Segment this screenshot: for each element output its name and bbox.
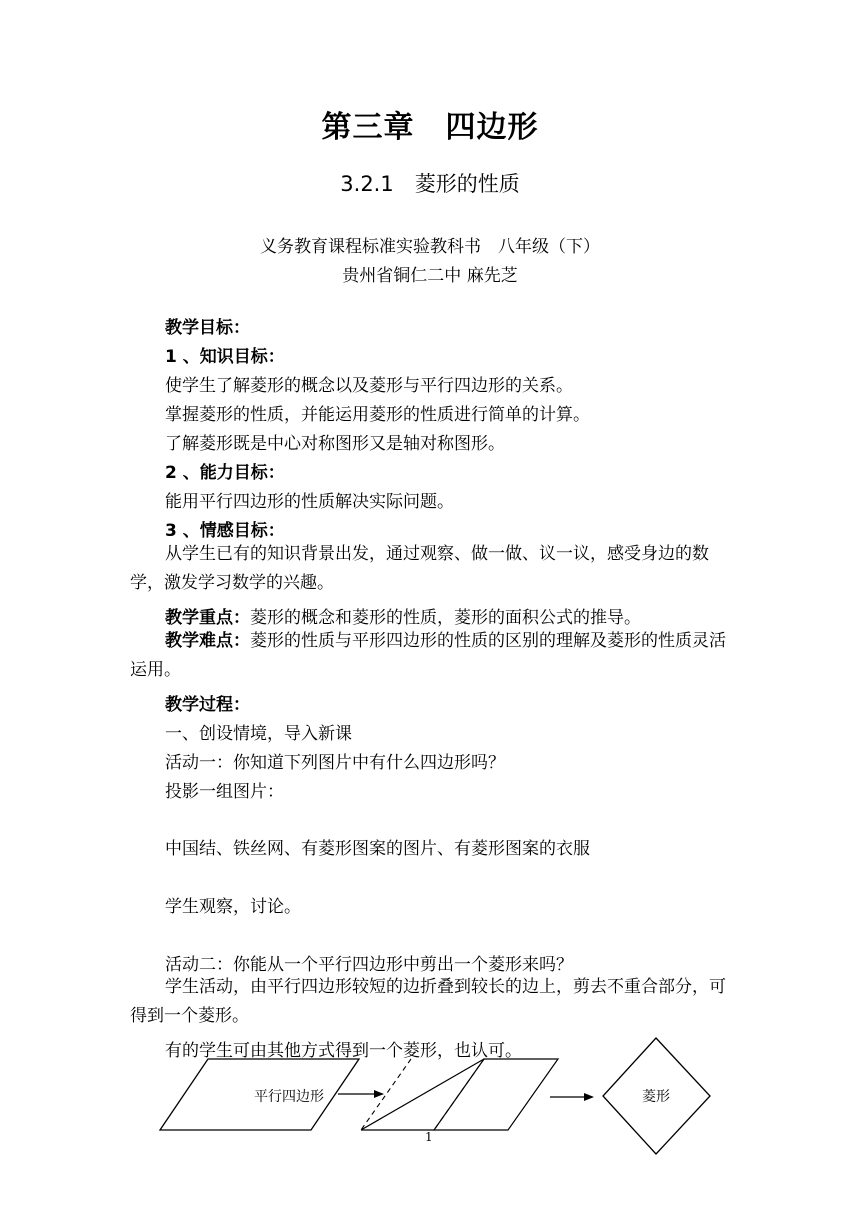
ability-item-1: 能用平行四边形的性质解决实际问题。	[165, 492, 454, 512]
projection: 投影一组图片：	[165, 782, 284, 802]
section-title: 3.2.1 菱形的性质	[340, 172, 520, 196]
difficulty-label: 教学难点：	[165, 631, 250, 651]
difficulty-text: 菱形的性质与平形四边形的性质的区别的理解及菱形的性质灵活运用。	[130, 631, 726, 680]
arrow-head-2	[584, 1093, 594, 1101]
chapter-title: 第三章 四边形	[321, 110, 539, 145]
emotion-text: 从学生已有的知识背景出发，通过观察、做一做、议一议，感受身边的数学，激发学习数学的兴趣。	[130, 544, 709, 593]
student-activity: 学生活动，由平行四边形较短的边折叠到较长的边上，剪去不重合部分，可得到一个菱形。	[130, 977, 726, 1026]
observe: 学生观察，讨论。	[165, 897, 301, 917]
knowledge-heading: 1 、知识目标：	[165, 347, 285, 367]
parallelogram-label: 平行四边形	[254, 1089, 324, 1105]
arrow-head-1	[374, 1090, 384, 1098]
other-ways: 有的学生可由其他方式得到一个菱形，也认可。	[165, 1041, 522, 1061]
process-heading: 教学过程：	[165, 695, 250, 715]
page-number: 1	[425, 1130, 433, 1144]
section1-heading: 一、创设情境，导入新课	[165, 724, 352, 744]
emotion-heading: 3 、情感目标：	[165, 521, 285, 541]
key-point-text: 菱形的概念和菱形的性质，菱形的面积公式的推导。	[250, 608, 641, 628]
rhombus-label: 菱形	[642, 1089, 670, 1105]
author-line: 贵州省铜仁二中 麻先芝	[342, 266, 518, 286]
book-line: 义务教育课程标准实验教科书 八年级（下）	[260, 237, 600, 257]
activity2: 活动二：你能从一个平行四边形中剪出一个菱形来吗？	[165, 955, 573, 975]
cut-parallelogram-shape	[434, 1059, 558, 1130]
activity1: 活动一：你知道下列图片中有什么四边形吗？	[165, 753, 505, 773]
knowledge-item-1: 使学生了解菱形的概念以及菱形与平行四边形的关系。	[165, 376, 573, 396]
pictures-list: 中国结、铁丝网、有菱形图案的图片、有菱形图案的衣服	[165, 839, 590, 859]
objectives-heading: 教学目标：	[165, 318, 250, 338]
ability-heading: 2 、能力目标：	[165, 463, 285, 483]
knowledge-item-3: 了解菱形既是中心对称图形又是轴对称图形。	[165, 434, 505, 454]
knowledge-item-2: 掌握菱形的性质，并能运用菱形的性质进行简单的计算。	[165, 405, 590, 425]
key-point-label: 教学重点：	[165, 608, 250, 628]
